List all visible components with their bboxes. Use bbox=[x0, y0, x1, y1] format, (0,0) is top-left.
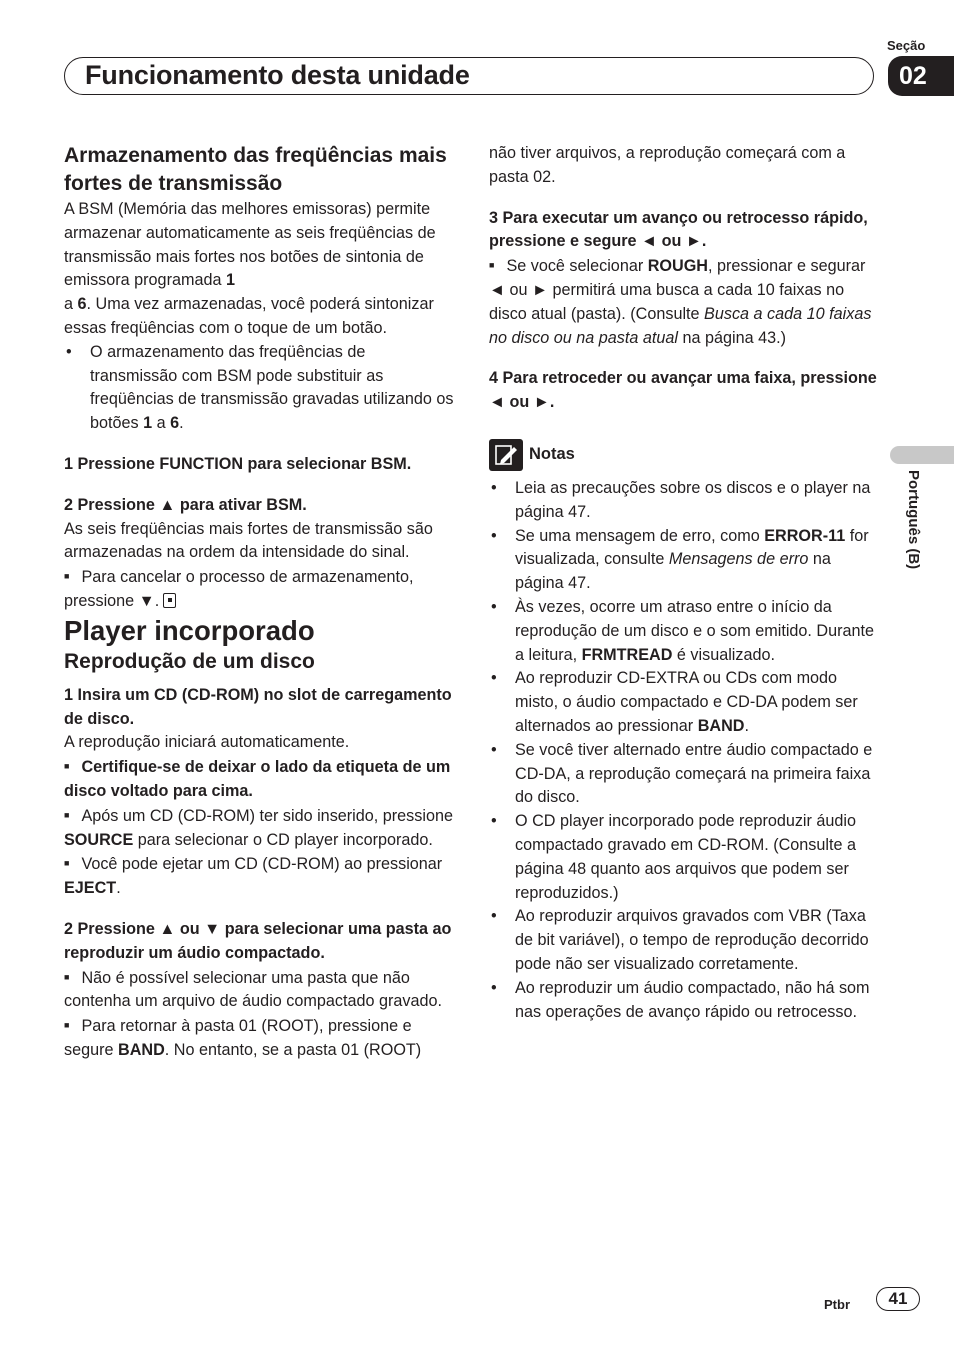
language-label: Português (B) bbox=[905, 470, 922, 570]
notes-header bbox=[489, 439, 879, 471]
note-item: • O CD player incorporado pode reproduzir áudio compactado gravado em CD-ROM. (Consulte a página 48 quanto aos arquivos que podem ser reproduzidos.) bbox=[489, 810, 879, 905]
left-column bbox=[64, 142, 454, 1063]
section-label: Seção bbox=[887, 38, 926, 53]
player-heading: Player incorporado bbox=[64, 614, 315, 646]
section-number-badge: 02 bbox=[888, 56, 954, 96]
player-step-1-note-2: ■ Você pode ejetar um CD (CD-ROM) ao pressionar EJECT. bbox=[64, 852, 454, 901]
player-step-3-note: ■ Se você selecionar ROUGH, pressionar e segurar ◄ ou ► permitirá uma busca a cada 10 faixas no disco atual (pasta). (Consulte Busca a cada 10 faixas no disco ou na pasta atual na página 43.) bbox=[489, 254, 879, 350]
bsm-step-1: 1 Pressione FUNCTION para selecionar BSM. bbox=[64, 454, 412, 473]
continued-text: não tiver arquivos, a reprodução começará com a pasta 02. bbox=[489, 144, 846, 186]
note-item: • Ao reproduzir CD-EXTRA ou CDs com modo misto, o áudio compactado e CD-DA podem ser alternados ao pressionar BAND. bbox=[489, 667, 879, 738]
bsm-step-2: 2 Pressione ▲ para ativar BSM. bbox=[64, 495, 307, 514]
bsm-step-2-note: ■ Para cancelar o processo de armazenamento, pressione ▼. bbox=[64, 565, 454, 614]
notes-pencil-icon bbox=[489, 439, 523, 471]
language-tab bbox=[890, 446, 954, 464]
note-item: • Se você tiver alternado entre áudio compactado e CD-DA, a reprodução começará na primeira faixa do disco. bbox=[489, 739, 879, 810]
player-step-1-text: A reprodução iniciará automaticamente. bbox=[64, 733, 350, 752]
note-item: • Leia as precauções sobre os discos e o player na página 47. bbox=[489, 477, 879, 525]
bsm-paragraph: A BSM (Memória das melhores emissoras) permite armazenar automaticamente as seis freqüências de transmissão mais fortes nos botões de sintonia de emissora programada 1 a 6. Uma vez armazenadas, você poderá sintonizar essas freqüências com o toque de um botão. bbox=[64, 200, 436, 337]
header-bar bbox=[64, 57, 874, 95]
page-number: 41 bbox=[876, 1287, 920, 1311]
player-step-2-note-2: ■ Para retornar à pasta 01 (ROOT), pressione e segure BAND. No entanto, se a pasta 01 (ROOT) bbox=[64, 1014, 454, 1063]
player-step-1-warning: ■ Certifique-se de deixar o lado da etiqueta de um disco voltado para cima. bbox=[64, 755, 454, 804]
page-title: Funcionamento desta unidade bbox=[85, 60, 470, 90]
note-item: • Às vezes, ocorre um atraso entre o início da reprodução de um disco e o som emitido. Durante a leitura, FRMTREAD é visualizado. bbox=[489, 596, 879, 667]
right-column bbox=[489, 142, 879, 1024]
player-step-2: 2 Pressione ▲ ou ▼ para selecionar uma pasta ao reproduzir um áudio compactado. bbox=[64, 919, 452, 962]
player-step-1: 1 Insira um CD (CD-ROM) no slot de carregamento de disco. bbox=[64, 685, 452, 728]
player-step-3: 3 Para executar um avanço ou retrocesso rápido, pressione e segure ◄ ou ►. bbox=[489, 208, 868, 251]
bsm-heading: Armazenamento das freqüências mais fortes de transmissão bbox=[64, 144, 447, 195]
note-item: • Ao reproduzir arquivos gravados com VBR (Taxa de bit variável), o tempo de reprodução decorrido pode não ser visualizado corretamente. bbox=[489, 905, 879, 976]
player-step-2-note-1: ■ Não é possível selecionar uma pasta que não contenha um arquivo de áudio compactado gravado. bbox=[64, 966, 454, 1015]
player-step-1-note-1: ■ Após um CD (CD-ROM) ter sido inserido, pressione SOURCE para selecionar o CD player incorporado. bbox=[64, 804, 454, 853]
language-code: Ptbr bbox=[824, 1297, 850, 1312]
stop-icon bbox=[163, 593, 176, 608]
note-item: • Ao reproduzir um áudio compactado, não há som nas operações de avanço rápido ou retrocesso. bbox=[489, 977, 879, 1025]
player-step-4: 4 Para retroceder ou avançar uma faixa, pressione ◄ ou ►. bbox=[489, 369, 877, 412]
notes-title: Notas bbox=[529, 445, 575, 464]
bsm-bullet: • O armazenamento das freqüências de transmissão com BSM pode substituir as freqüências de transmissão gravadas utilizando os botões 1 a 6. bbox=[64, 341, 454, 436]
disc-heading: Reprodução de um disco bbox=[64, 649, 315, 673]
note-item: • Se uma mensagem de erro, como ERROR-11 for visualizada, consulte Mensagens de erro na página 47. bbox=[489, 525, 879, 596]
bsm-step-2-text: As seis freqüências mais fortes de transmissão são armazenadas na ordem da intensidade do sinal. bbox=[64, 519, 433, 562]
